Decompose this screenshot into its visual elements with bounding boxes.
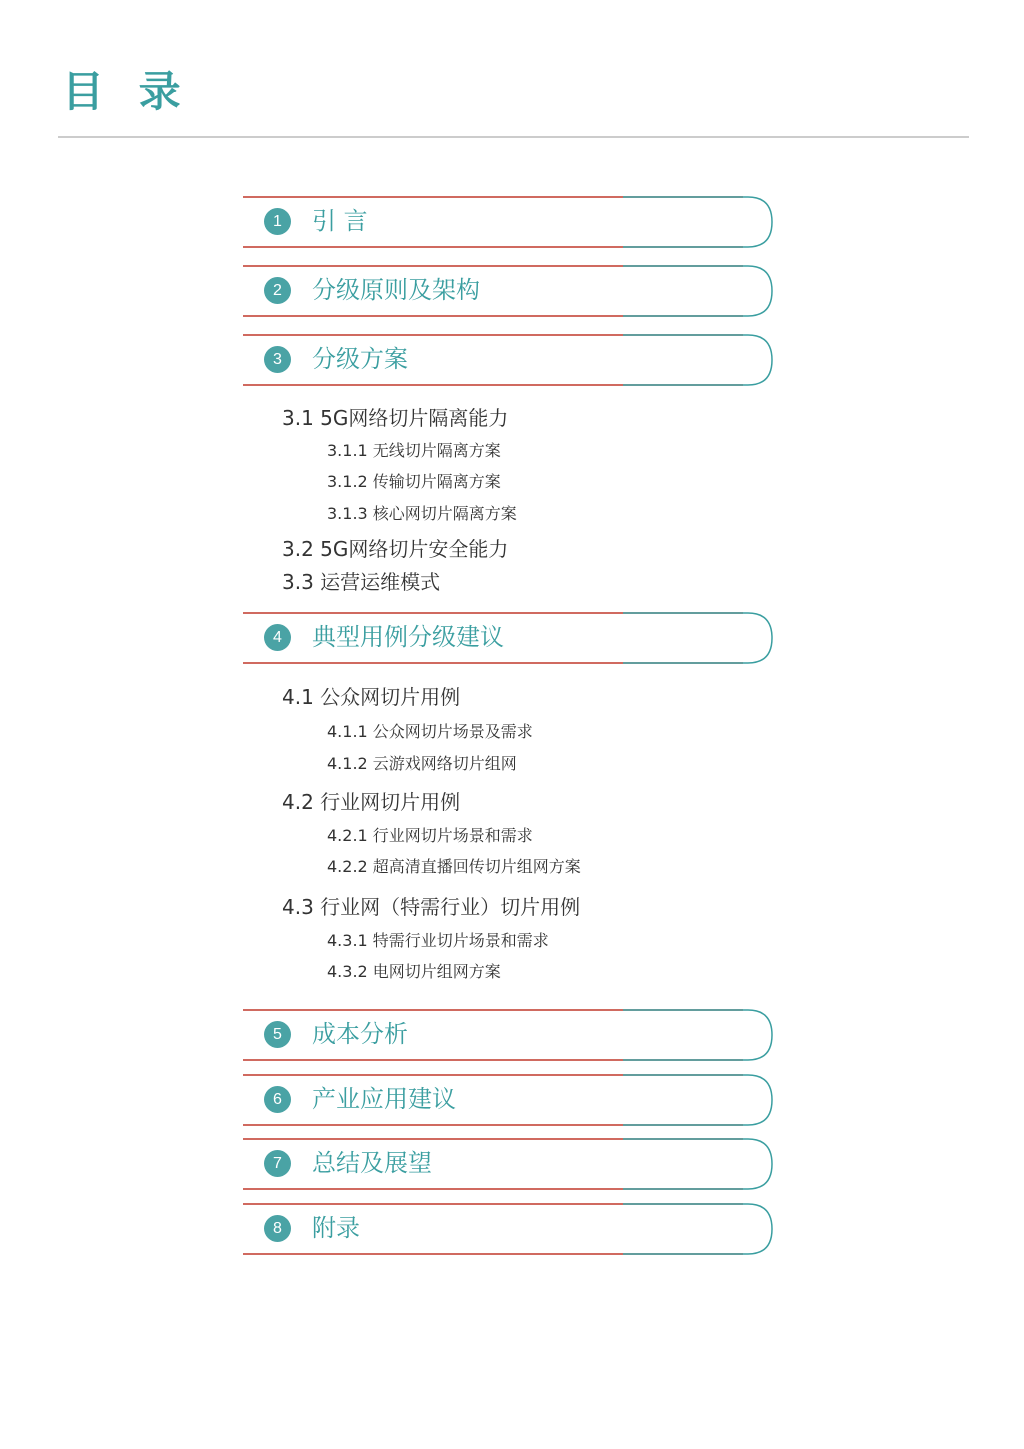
- chapter-title: 分级原则及架构: [312, 276, 480, 304]
- chapter-title: 产业应用建议: [312, 1085, 456, 1113]
- toc-subsection[interactable]: 3.1.1 无线切片隔离方案: [327, 441, 501, 460]
- toc-section[interactable]: 3.3 运营运维模式: [282, 570, 441, 594]
- chapter-number-badge: 4: [264, 624, 291, 651]
- chapter-title: 典型用例分级建议: [312, 623, 504, 651]
- chapter-title: 附录: [312, 1214, 360, 1242]
- toc-subsection[interactable]: 4.2.1 行业网切片场景和需求: [327, 826, 533, 845]
- toc-section[interactable]: 4.1 公众网切片用例: [282, 685, 461, 709]
- chapter-title: 引 言: [312, 207, 368, 235]
- chapter-title: 成本分析: [312, 1020, 408, 1048]
- toc-section[interactable]: 3.2 5G网络切片安全能力: [282, 537, 509, 561]
- toc-chapter-3[interactable]: [243, 334, 773, 386]
- toc-chapter-5[interactable]: [243, 1009, 773, 1061]
- chapter-number-badge: 5: [264, 1021, 291, 1048]
- toc-subsection[interactable]: 4.3.2 电网切片组网方案: [327, 962, 501, 981]
- toc-section[interactable]: 4.2 行业网切片用例: [282, 790, 461, 814]
- chapter-number-badge: 1: [264, 208, 291, 235]
- toc-chapter-7[interactable]: [243, 1138, 773, 1190]
- toc-subsection[interactable]: 3.1.3 核心网切片隔离方案: [327, 504, 517, 523]
- chapter-number-badge: 3: [264, 346, 291, 373]
- toc-section[interactable]: 4.3 行业网（特需行业）切片用例: [282, 895, 581, 919]
- toc-chapter-2[interactable]: [243, 265, 773, 317]
- toc-chapter-1[interactable]: [243, 196, 773, 248]
- chapter-number-badge: 8: [264, 1215, 291, 1242]
- chapter-number-badge: 2: [264, 277, 291, 304]
- toc-subsection[interactable]: 4.3.1 特需行业切片场景和需求: [327, 931, 549, 950]
- toc-subsection[interactable]: 3.1.2 传输切片隔离方案: [327, 472, 501, 491]
- chapter-title: 分级方案: [312, 345, 408, 373]
- toc-subsection[interactable]: 4.2.2 超高清直播回传切片组网方案: [327, 857, 581, 876]
- toc-chapter-8[interactable]: [243, 1203, 773, 1255]
- toc-subsection[interactable]: 4.1.1 公众网切片场景及需求: [327, 722, 533, 741]
- toc-chapter-6[interactable]: [243, 1074, 773, 1126]
- chapter-number-badge: 6: [264, 1086, 291, 1113]
- chapter-number-badge: 7: [264, 1150, 291, 1177]
- toc-section[interactable]: 3.1 5G网络切片隔离能力: [282, 406, 509, 430]
- toc-chapter-4[interactable]: [243, 612, 773, 664]
- page-title: 目 录: [62, 67, 191, 116]
- chapter-title: 总结及展望: [312, 1149, 432, 1177]
- toc-subsection[interactable]: 4.1.2 云游戏网络切片组网: [327, 754, 517, 773]
